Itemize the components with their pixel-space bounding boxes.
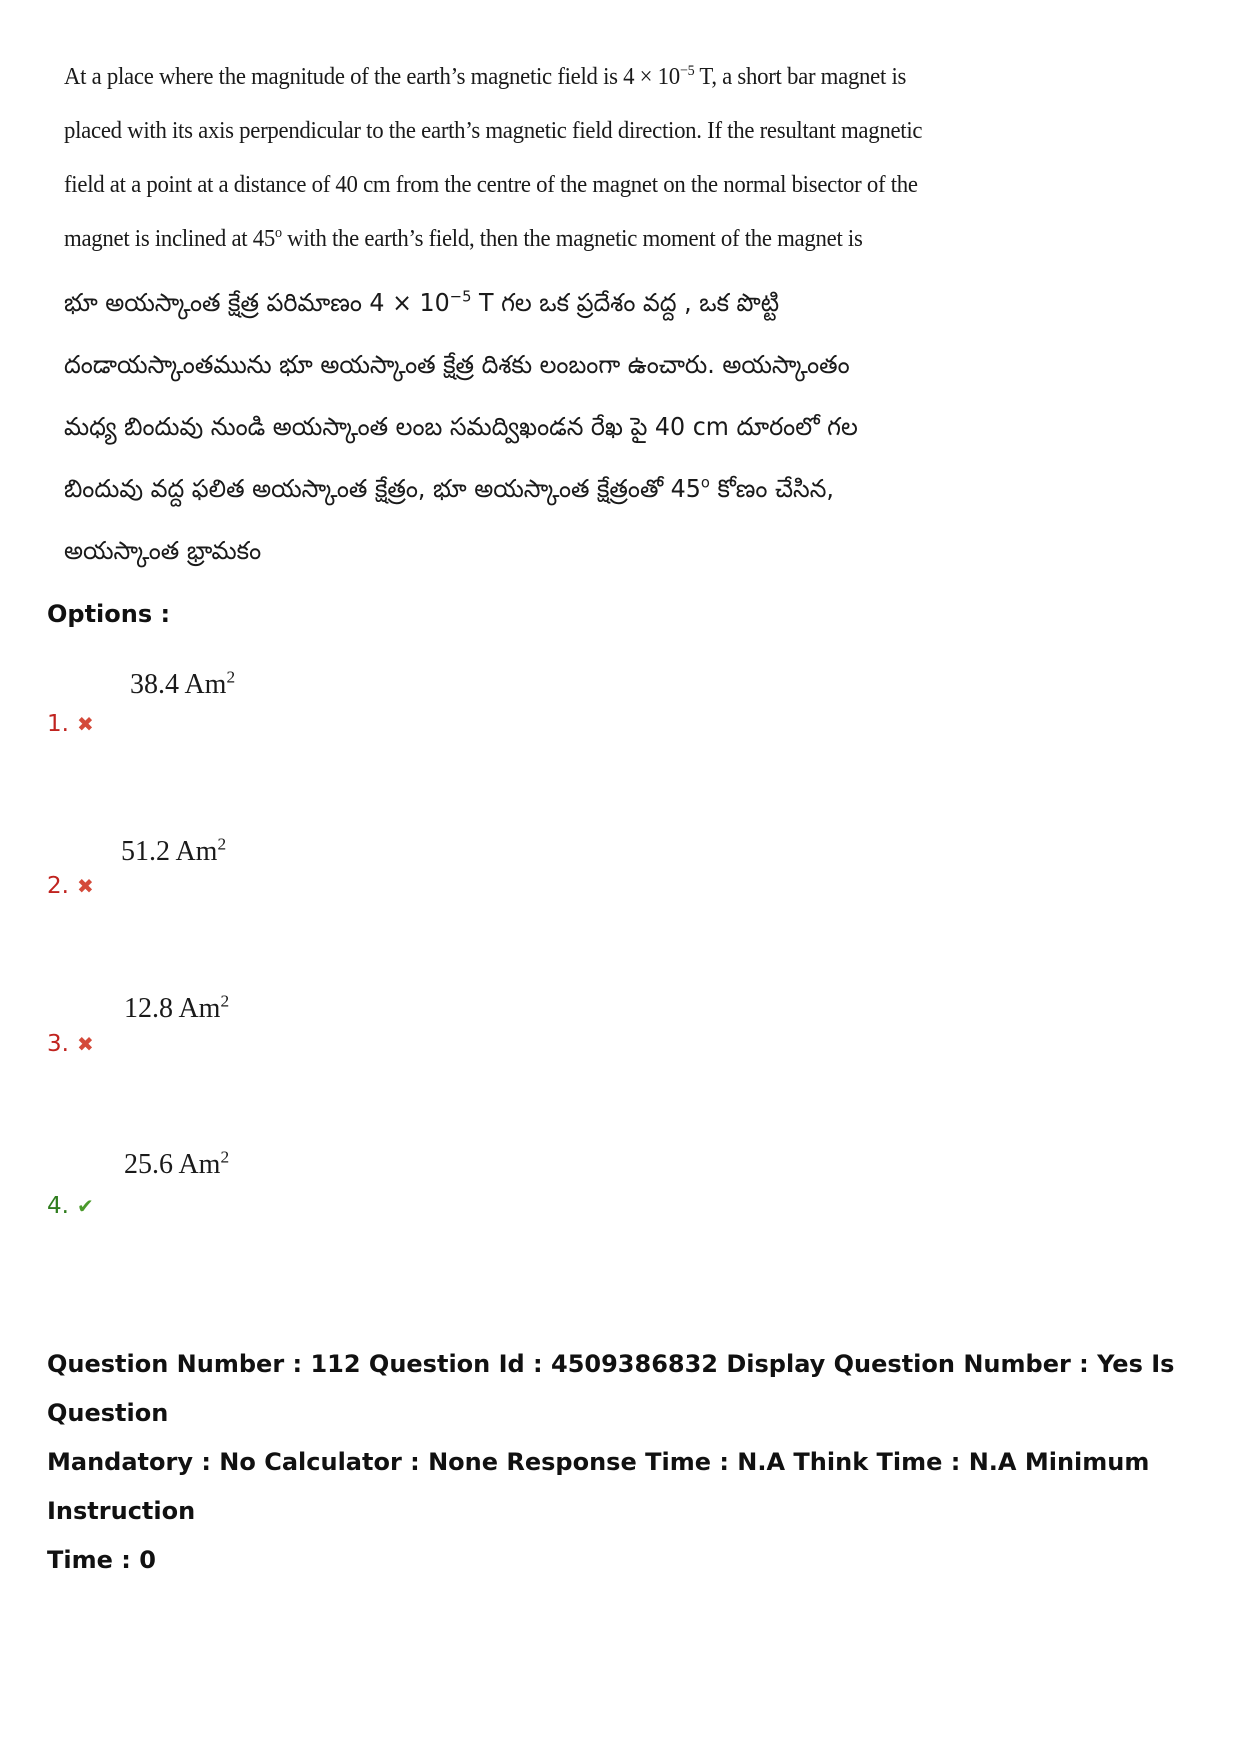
question-text: magnet is inclined at 45: [64, 225, 275, 252]
question-text: At a place where the magnitude of the earth’s magnetic field is 4 × 10: [64, 63, 680, 90]
option-value: [121, 836, 226, 868]
metadata-line: Time : 0: [47, 1546, 156, 1574]
cross-icon: ✖: [76, 712, 94, 736]
question-metadata: [47, 1340, 1217, 1585]
cross-icon: ✖: [76, 1032, 94, 1056]
question-text: T గల ఒక ప్రదేశం వద్ద , ఒక పొట్టి: [471, 288, 780, 317]
option-number: [47, 1031, 94, 1057]
option-value-text: 25.6 Am: [124, 1149, 221, 1180]
exponent: −5: [449, 287, 472, 306]
question-text: T, a short bar magnet is: [694, 63, 907, 90]
question-line: [64, 458, 900, 520]
option-number-text: 3.: [47, 1031, 69, 1057]
cross-icon: ✖: [76, 874, 94, 898]
question-telugu: [64, 272, 944, 582]
degree-symbol: o: [274, 223, 282, 241]
option-value-text: 38.4 Am: [130, 669, 227, 700]
question-line: [64, 50, 907, 104]
question-line: మధ్య బిందువు నుండి అయస్కాంత లంబ సమద్విఖండన రేఖ పై 40 cm దూరంలో గల: [64, 412, 858, 441]
question-line: దండాయస్కాంతమును భూ అయస్కాంత క్షేత్ర దిశకు లంబంగా ఉంచారు. అయస్కాంతం: [64, 350, 850, 379]
question-text: భూ అయస్కాంత క్షేత్ర పరిమాణం 4 × 10: [64, 288, 450, 317]
options-heading: Options :: [47, 600, 171, 628]
question-line: [64, 212, 882, 266]
option-value: [124, 1149, 229, 1181]
option-value-text: 51.2 Am: [121, 836, 218, 867]
question-line: [64, 272, 900, 334]
option-number: [47, 1193, 94, 1219]
question-line: field at a point at a distance of 40 cm from the centre of the magnet on the normal bisector of the: [64, 171, 918, 198]
option-number-text: 2.: [47, 873, 69, 899]
exponent: −5: [679, 61, 695, 79]
option-value: [124, 993, 229, 1025]
option-number: [47, 873, 94, 899]
question-line: అయస్కాంత భ్రామకం: [64, 536, 262, 565]
option-value: [130, 669, 235, 701]
question-text: బిందువు వద్ద ఫలిత అయస్కాంత క్షేత్రం, భూ అయస్కాంత క్షేత్రంతో 45: [64, 474, 701, 503]
option-number-text: 4.: [47, 1193, 69, 1219]
metadata-line: Mandatory : No Calculator : None Response Time : N.A Think Time : N.A Minimum Instruction: [47, 1448, 1150, 1525]
exponent: 2: [220, 1147, 230, 1167]
exponent: 2: [217, 834, 227, 854]
question-image: [64, 50, 944, 582]
option-number: [47, 711, 94, 737]
exponent: 2: [226, 667, 236, 687]
exponent: 2: [220, 991, 230, 1011]
question-english: [64, 50, 944, 266]
metadata-line: Question Number : 112 Question Id : 4509386832 Display Question Number : Yes Is Question: [47, 1350, 1175, 1427]
option-number-text: 1.: [47, 711, 69, 737]
check-icon: ✔: [76, 1194, 94, 1218]
option-value-text: 12.8 Am: [124, 993, 221, 1024]
degree-symbol: o: [700, 473, 710, 492]
question-text: కోణం చేసిన,: [709, 474, 834, 503]
question-text: with the earth’s field, then the magnetic moment of the magnet is: [281, 225, 863, 252]
question-line: placed with its axis perpendicular to the earth’s magnetic field direction. If the resultant magnetic: [64, 117, 923, 144]
